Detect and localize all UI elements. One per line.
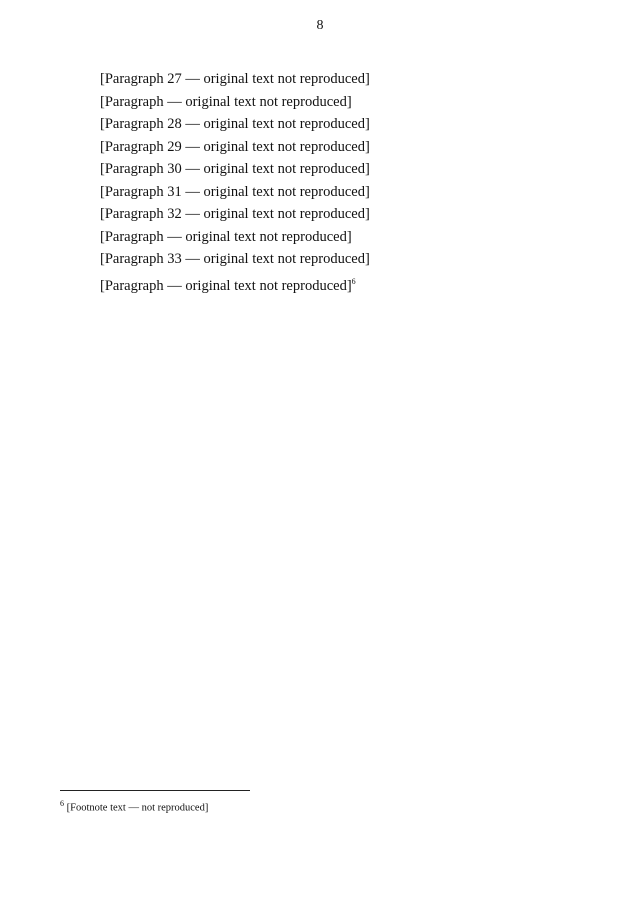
body-text — [60, 70, 600, 299]
paragraph-3: [Paragraph 28 — original text not reproduced] — [100, 116, 370, 132]
paragraph-2: [Paragraph — original text not reproduced] — [100, 93, 352, 110]
paragraph-4: [Paragraph 29 — original text not reproduced] — [100, 138, 370, 155]
paragraph-1: [Paragraph 27 — original text not reproduced] — [100, 71, 370, 87]
footnote-separator — [60, 790, 250, 791]
paragraph-10-text: [Paragraph — original text not reproduced] — [100, 277, 352, 294]
footnote-reference: 6 — [351, 276, 356, 286]
footnote-marker: 6 — [60, 799, 64, 808]
paragraph-9: [Paragraph 33 — original text not reproduced] — [100, 251, 370, 267]
paragraph-8: [Paragraph — original text not reproduced] — [100, 228, 352, 245]
footnote — [60, 797, 600, 815]
paragraph-5: [Paragraph 30 — original text not reproduced] — [100, 161, 370, 177]
page-number: 8 — [316, 18, 324, 33]
paragraph-6: [Paragraph 31 — original text not reproduced] — [100, 183, 370, 200]
footnote-text: [Footnote text — not reproduced] — [66, 802, 209, 814]
paragraph-7: [Paragraph 32 — original text not reproduced] — [100, 206, 370, 222]
paragraph-10 — [60, 273, 600, 295]
